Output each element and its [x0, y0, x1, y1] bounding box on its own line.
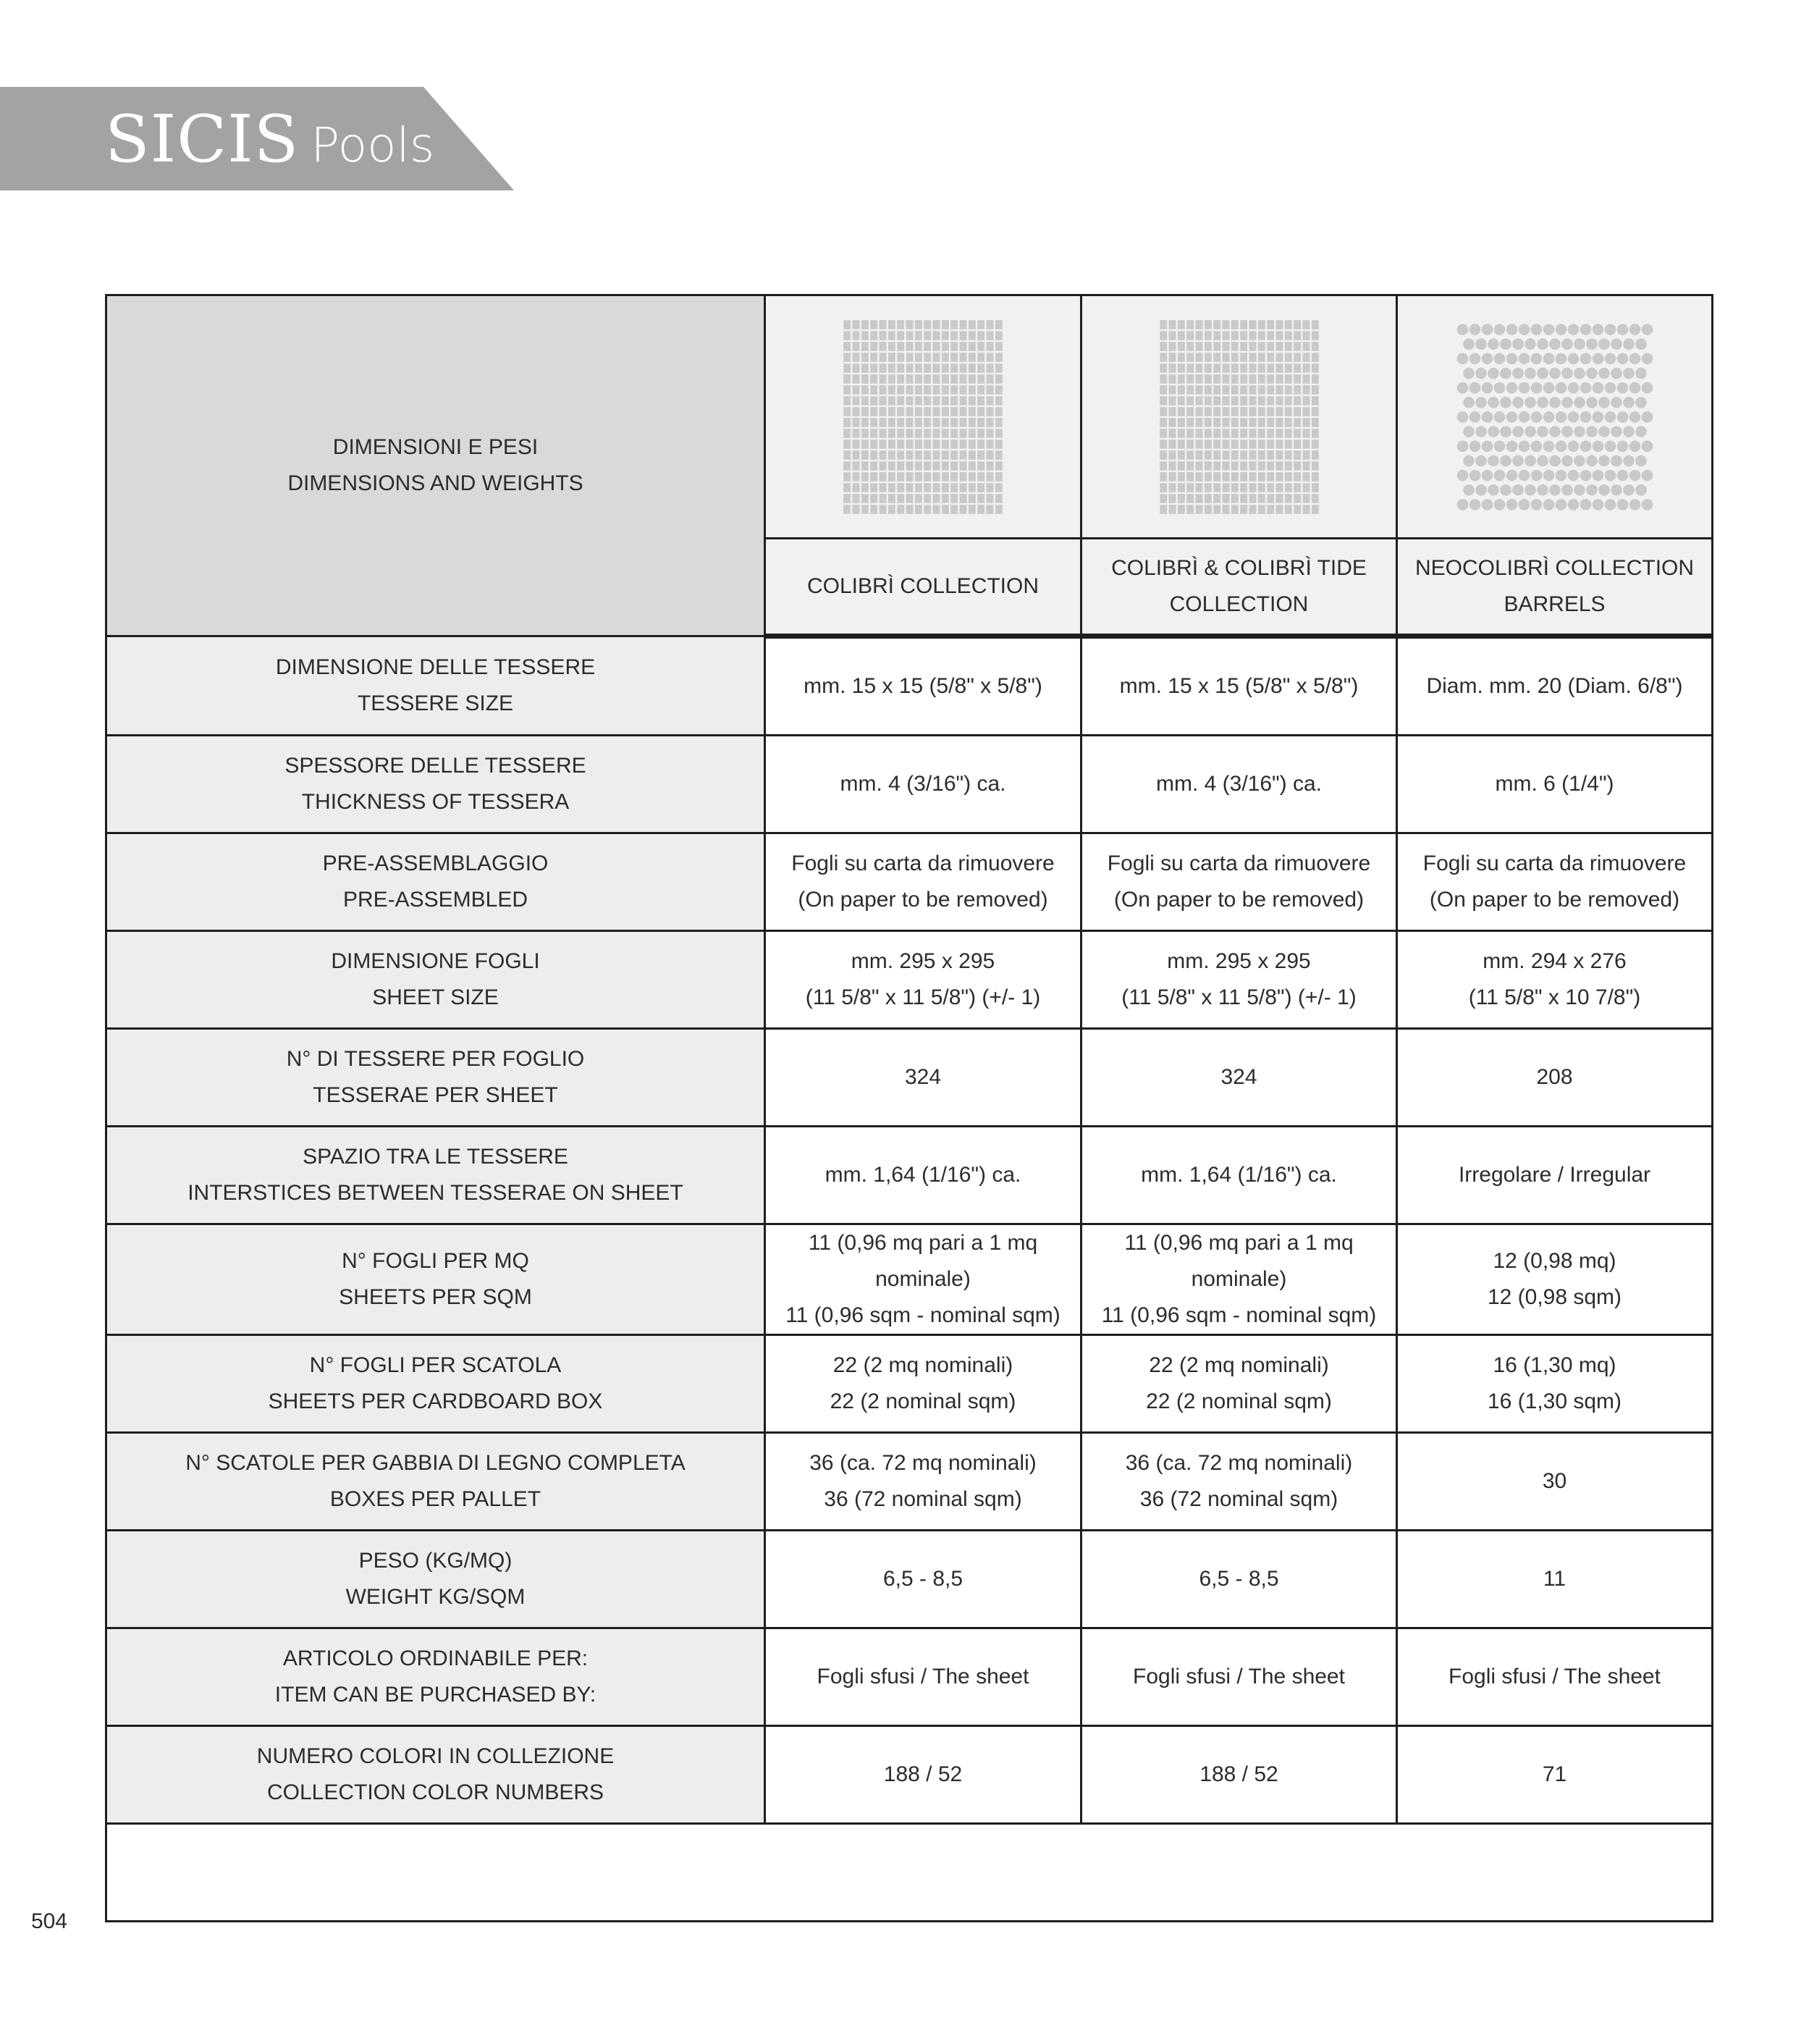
- value-cell: [765, 1726, 1081, 1824]
- row-label-en: TESSERAE PER SHEET: [313, 1083, 558, 1107]
- row-label: [106, 736, 765, 833]
- corner-title-en: DIMENSIONS AND WEIGHTS: [287, 471, 583, 495]
- row-label-it: N° FOGLI PER SCATOLA: [309, 1353, 562, 1377]
- value-cell: [1397, 931, 1713, 1029]
- value-line: 324: [904, 1065, 942, 1089]
- value-line: (On paper to be removed): [1429, 888, 1680, 912]
- value-cell: [1397, 1726, 1713, 1824]
- square-tile-pattern-icon: [1159, 319, 1320, 515]
- value-line: 11 (0,96 sqm - nominal sqm): [1101, 1303, 1377, 1327]
- value-line: mm. 6 (1/4"): [1495, 772, 1614, 796]
- row-label-it: DIMENSIONE FOGLI: [331, 949, 540, 973]
- column-name-line1: COLIBRÌ & COLIBRÌ TIDE: [1111, 556, 1367, 580]
- value-cell: [1081, 1628, 1397, 1726]
- value-line: 324: [1220, 1065, 1257, 1089]
- value-line: 36 (ca. 72 mq nominali): [809, 1451, 1037, 1475]
- row-label: [106, 1433, 765, 1531]
- value-line: 36 (72 nominal sqm): [1139, 1487, 1338, 1511]
- brand-name: SICIS: [105, 101, 300, 177]
- value-cell: [765, 1029, 1081, 1127]
- row-label-en: SHEETS PER CARDBOARD BOX: [268, 1389, 603, 1413]
- value-line: mm. 295 x 295: [1167, 949, 1311, 973]
- value-line: mm. 295 x 295: [851, 949, 995, 973]
- value-line: 11 (0,96 mq pari a 1 mq nominale): [1124, 1231, 1354, 1291]
- value-cell: [765, 931, 1081, 1029]
- value-cell: [1081, 1029, 1397, 1127]
- value-cell: [765, 1224, 1081, 1335]
- value-cell: [1081, 1726, 1397, 1824]
- value-line: 12 (0,98 mq): [1493, 1249, 1616, 1273]
- swatch-row: [106, 295, 1713, 539]
- table-row: [106, 833, 1713, 931]
- value-cell: [765, 1127, 1081, 1224]
- column-name-line1: COLIBRÌ COLLECTION: [806, 574, 1040, 598]
- row-label-it: N° SCATOLE PER GABBIA DI LEGNO COMPLETA: [185, 1451, 686, 1475]
- table-row: [106, 931, 1713, 1029]
- table-row: [106, 1433, 1713, 1531]
- row-label-it: N° FOGLI PER MQ: [342, 1249, 529, 1273]
- table-row: [106, 1628, 1713, 1726]
- page-number: 504: [31, 1909, 68, 1933]
- value-line: 11 (0,96 mq pari a 1 mq nominale): [808, 1231, 1038, 1291]
- swatch-cell-neocolibri: [1397, 295, 1713, 539]
- swatch-cell-colibri-tide: [1081, 295, 1397, 539]
- value-cell: [765, 636, 1081, 736]
- column-name-line1: NEOCOLIBRÌ COLLECTION: [1414, 556, 1695, 580]
- value-line: 36 (ca. 72 mq nominali): [1125, 1451, 1353, 1475]
- value-line: mm. 294 x 276: [1483, 949, 1627, 973]
- row-label-en: COLLECTION COLOR NUMBERS: [266, 1780, 604, 1804]
- value-cell: [1081, 1224, 1397, 1335]
- empty-cell: [106, 1824, 1713, 1922]
- row-label-en: TESSERE SIZE: [357, 691, 514, 715]
- row-label-en: PRE-ASSEMBLED: [342, 888, 528, 912]
- row-label-en: SHEETS PER SQM: [339, 1285, 532, 1309]
- row-label-it: PESO (KG/MQ): [358, 1549, 513, 1573]
- row-label: [106, 1224, 765, 1335]
- row-label: [106, 636, 765, 736]
- table-row: [106, 1335, 1713, 1433]
- row-label: [106, 833, 765, 931]
- table-row: [106, 1224, 1713, 1335]
- value-line: Fogli sfusi / The sheet: [817, 1665, 1029, 1688]
- row-label: [106, 1029, 765, 1127]
- row-label: [106, 931, 765, 1029]
- value-line: 188 / 52: [1199, 1762, 1278, 1786]
- specifications-table: [105, 294, 1713, 1922]
- brand-section: Pools: [311, 117, 435, 173]
- row-label: [106, 1628, 765, 1726]
- value-line: 12 (0,98 sqm): [1487, 1285, 1622, 1309]
- row-label-it: SPESSORE DELLE TESSERE: [284, 754, 586, 778]
- value-cell: [1081, 636, 1397, 736]
- value-line: Fogli su carta da rimuovere: [1107, 851, 1371, 875]
- value-line: mm. 1,64 (1/16") ca.: [1141, 1163, 1337, 1187]
- value-line: Irregolare / Irregular: [1458, 1163, 1651, 1187]
- column-name-line2: COLLECTION: [1169, 592, 1309, 616]
- value-line: Fogli sfusi / The sheet: [1449, 1665, 1661, 1688]
- value-line: 30: [1542, 1469, 1567, 1493]
- value-cell: [1397, 636, 1713, 736]
- table-row: [106, 1726, 1713, 1824]
- value-line: 16 (1,30 mq): [1493, 1353, 1616, 1377]
- value-line: (11 5/8" x 11 5/8") (+/- 1): [1121, 985, 1357, 1009]
- table-row: [106, 1029, 1713, 1127]
- value-cell: [1397, 1224, 1713, 1335]
- corner-title-it: DIMENSIONI E PESI: [332, 435, 539, 459]
- table-corner-title: [106, 295, 765, 636]
- value-line: mm. 15 x 15 (5/8" x 5/8"): [804, 674, 1042, 698]
- value-cell: [765, 1335, 1081, 1433]
- value-cell: [1397, 1127, 1713, 1224]
- value-cell: [1081, 1127, 1397, 1224]
- row-label-it: PRE-ASSEMBLAGGIO: [322, 851, 549, 875]
- row-label: [106, 1531, 765, 1628]
- value-cell: [1397, 1335, 1713, 1433]
- row-label-it: N° DI TESSERE PER FOGLIO: [286, 1047, 585, 1071]
- value-line: 11 (0,96 sqm - nominal sqm): [785, 1303, 1060, 1327]
- row-label-it: SPAZIO TRA LE TESSERE: [303, 1145, 568, 1169]
- value-line: 22 (2 mq nominali): [832, 1353, 1013, 1377]
- row-label: [106, 1127, 765, 1224]
- row-label: [106, 1726, 765, 1824]
- round-tile-pattern-icon: [1456, 322, 1653, 512]
- table-row: [106, 1127, 1713, 1224]
- row-label-it: DIMENSIONE DELLE TESSERE: [275, 655, 596, 679]
- row-label-en: THICKNESS OF TESSERA: [301, 790, 570, 814]
- value-line: 6,5 - 8,5: [1199, 1567, 1279, 1591]
- square-tile-pattern-icon: [843, 319, 1003, 515]
- value-cell: [1397, 1628, 1713, 1726]
- value-cell: [765, 833, 1081, 931]
- row-label: [106, 1335, 765, 1433]
- column-header-colibri-tide: [1081, 539, 1397, 636]
- row-label-en: SHEET SIZE: [372, 985, 499, 1009]
- value-cell: [1397, 1433, 1713, 1531]
- value-cell: [1081, 931, 1397, 1029]
- value-line: (On paper to be removed): [1113, 888, 1365, 912]
- column-name-line2: BARRELS: [1504, 592, 1606, 616]
- column-header-colibri: [765, 539, 1081, 636]
- value-line: mm. 1,64 (1/16") ca.: [825, 1163, 1021, 1187]
- row-label-en: INTERSTICES BETWEEN TESSERAE ON SHEET: [187, 1181, 683, 1205]
- value-line: Fogli su carta da rimuovere: [1422, 851, 1687, 875]
- value-cell: [1397, 1531, 1713, 1628]
- value-cell: [1397, 833, 1713, 931]
- row-label-en: BOXES PER PALLET: [329, 1487, 541, 1511]
- value-line: 22 (2 nominal sqm): [830, 1389, 1016, 1413]
- value-line: mm. 4 (3/16") ca.: [1155, 772, 1323, 796]
- table-empty-row: [106, 1824, 1713, 1922]
- value-line: Fogli sfusi / The sheet: [1133, 1665, 1345, 1688]
- value-cell: [1397, 1029, 1713, 1127]
- value-cell: [1081, 736, 1397, 833]
- value-cell: [1081, 1335, 1397, 1433]
- table-row: [106, 736, 1713, 833]
- value-cell: [1081, 833, 1397, 931]
- value-cell: [765, 736, 1081, 833]
- value-line: 36 (72 nominal sqm): [824, 1487, 1022, 1511]
- brand-title: [105, 101, 434, 177]
- table-row: [106, 1531, 1713, 1628]
- table-row: [106, 636, 1713, 736]
- column-header-neocolibri: [1397, 539, 1713, 636]
- row-label-en: ITEM CAN BE PURCHASED BY:: [274, 1683, 596, 1707]
- value-line: 11: [1543, 1567, 1566, 1591]
- value-line: 71: [1542, 1762, 1567, 1786]
- value-cell: [1081, 1531, 1397, 1628]
- value-cell: [1397, 736, 1713, 833]
- value-line: 188 / 52: [883, 1762, 963, 1786]
- value-line: Fogli su carta da rimuovere: [791, 851, 1055, 875]
- row-label-it: NUMERO COLORI IN COLLEZIONE: [256, 1744, 615, 1768]
- value-cell: [1081, 1433, 1397, 1531]
- swatch-cell-colibri: [765, 295, 1081, 539]
- row-label-it: ARTICOLO ORDINABILE PER:: [282, 1646, 589, 1670]
- value-line: mm. 4 (3/16") ca.: [840, 772, 1006, 796]
- value-cell: [765, 1628, 1081, 1726]
- value-line: 22 (2 nominal sqm): [1146, 1389, 1332, 1413]
- value-line: Diam. mm. 20 (Diam. 6/8"): [1426, 674, 1683, 698]
- value-line: mm. 15 x 15 (5/8" x 5/8"): [1119, 674, 1359, 698]
- value-line: 16 (1,30 sqm): [1487, 1389, 1622, 1413]
- value-cell: [765, 1433, 1081, 1531]
- value-line: 6,5 - 8,5: [882, 1567, 963, 1591]
- row-label-en: WEIGHT KG/SQM: [345, 1585, 526, 1609]
- value-line: (On paper to be removed): [798, 888, 1048, 912]
- value-line: 22 (2 mq nominali): [1149, 1353, 1329, 1377]
- value-line: 208: [1536, 1065, 1573, 1089]
- value-cell: [765, 1531, 1081, 1628]
- value-line: (11 5/8" x 10 7/8"): [1468, 985, 1641, 1009]
- value-line: (11 5/8" x 11 5/8") (+/- 1): [805, 985, 1041, 1009]
